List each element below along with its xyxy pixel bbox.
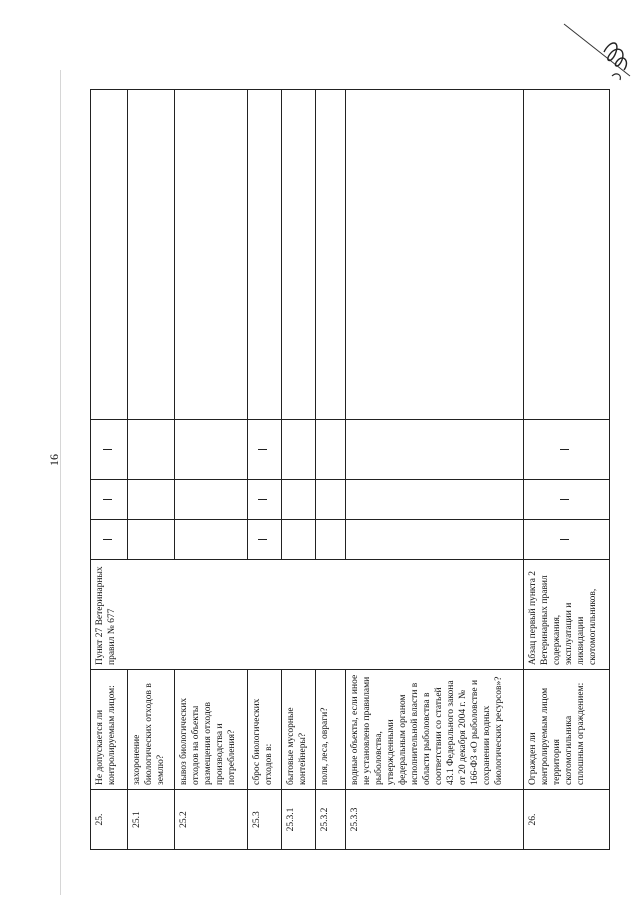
answer-cell[interactable]	[247, 480, 281, 520]
table-row	[247, 90, 281, 850]
answer-cell[interactable]	[247, 420, 281, 480]
answer-cell[interactable]	[247, 90, 281, 420]
answer-cell[interactable]	[315, 480, 346, 520]
question-text: Огражден ли контролируемым лицом территория скотомогильника сплошным ограждением:	[523, 670, 609, 790]
answer-cell[interactable]	[128, 520, 175, 560]
answer-cell[interactable]	[91, 480, 128, 520]
answer-cell[interactable]	[523, 420, 609, 480]
table-row	[281, 90, 315, 850]
table-row	[523, 90, 609, 850]
answer-cell[interactable]	[247, 520, 281, 560]
item-number: 25.3	[247, 790, 281, 850]
answer-cell[interactable]	[128, 480, 175, 520]
answer-cell[interactable]	[281, 90, 315, 420]
answer-cell[interactable]	[523, 520, 609, 560]
item-number: 25.2	[174, 790, 247, 850]
answer-cell[interactable]	[91, 520, 128, 560]
answer-cell[interactable]	[174, 480, 247, 520]
item-number: 25.	[91, 790, 128, 850]
table-row	[346, 90, 524, 850]
requirement-reference: Пункт 27 Ветеринарных правил № 677	[91, 560, 524, 670]
requirement-reference: Абзац первый пункта 2 Ветеринарных правил содержания, эксплуатации и ликвидации скотомогильников,	[523, 560, 609, 670]
question-text: вывоз биологических отходов на объекты размещения отходов производства и потребления?	[174, 670, 247, 790]
question-text: бытовые мусорные контейнеры?	[281, 670, 315, 790]
answer-cell[interactable]	[315, 520, 346, 560]
page-number: 16	[47, 454, 61, 466]
answer-cell[interactable]	[281, 420, 315, 480]
answer-cell[interactable]	[346, 420, 524, 480]
checklist-table-rotated	[90, 90, 610, 850]
answer-cell[interactable]	[174, 420, 247, 480]
item-number: 25.3.2	[315, 790, 346, 850]
dash-mark	[560, 449, 569, 450]
dash-mark	[103, 539, 112, 540]
answer-cell[interactable]	[315, 420, 346, 480]
answer-cell[interactable]	[346, 480, 524, 520]
item-number: 25.3.3	[346, 790, 524, 850]
dash-mark	[103, 499, 112, 500]
answer-cell[interactable]	[91, 420, 128, 480]
answer-cell[interactable]	[281, 520, 315, 560]
item-number: 25.1	[128, 790, 175, 850]
question-text: водные объекты, если иное не установлено правилами рыболовства, утвержденными федеральным органом исполнительной власти в области рыболовства в соответствии со статьей 43.1 Федерального закона от 20 декабря 2004 г. № 166-ФЗ «О рыболовстве и сохранении водных биологических ресурсов»?	[346, 670, 524, 790]
dash-mark	[103, 449, 112, 450]
table-row	[91, 90, 128, 850]
checklist-table	[90, 89, 610, 850]
handwritten-signature	[560, 18, 635, 93]
question-text: сброс биологических отходов в:	[247, 670, 281, 790]
answer-cell[interactable]	[315, 90, 346, 420]
answer-cell[interactable]	[91, 90, 128, 420]
table-row	[128, 90, 175, 850]
dash-mark	[560, 539, 569, 540]
answer-cell[interactable]	[174, 520, 247, 560]
dash-mark	[258, 539, 267, 540]
answer-cell[interactable]	[174, 90, 247, 420]
answer-cell[interactable]	[128, 420, 175, 480]
item-number: 25.3.1	[281, 790, 315, 850]
dash-mark	[258, 499, 267, 500]
dash-mark	[258, 449, 267, 450]
question-text: Не допускается ли контролируемым лицом:	[91, 670, 128, 790]
answer-cell[interactable]	[523, 90, 609, 420]
answer-cell[interactable]	[128, 90, 175, 420]
scan-edge-line	[60, 70, 61, 895]
answer-cell[interactable]	[281, 480, 315, 520]
dash-mark	[560, 499, 569, 500]
table-row	[174, 90, 247, 850]
answer-cell[interactable]	[523, 480, 609, 520]
item-number: 26.	[523, 790, 609, 850]
answer-cell[interactable]	[346, 90, 524, 420]
table-row	[315, 90, 346, 850]
question-text: захоронение биологических отходов в землю?	[128, 670, 175, 790]
answer-cell[interactable]	[346, 520, 524, 560]
question-text: поля, леса, овраги?	[315, 670, 346, 790]
